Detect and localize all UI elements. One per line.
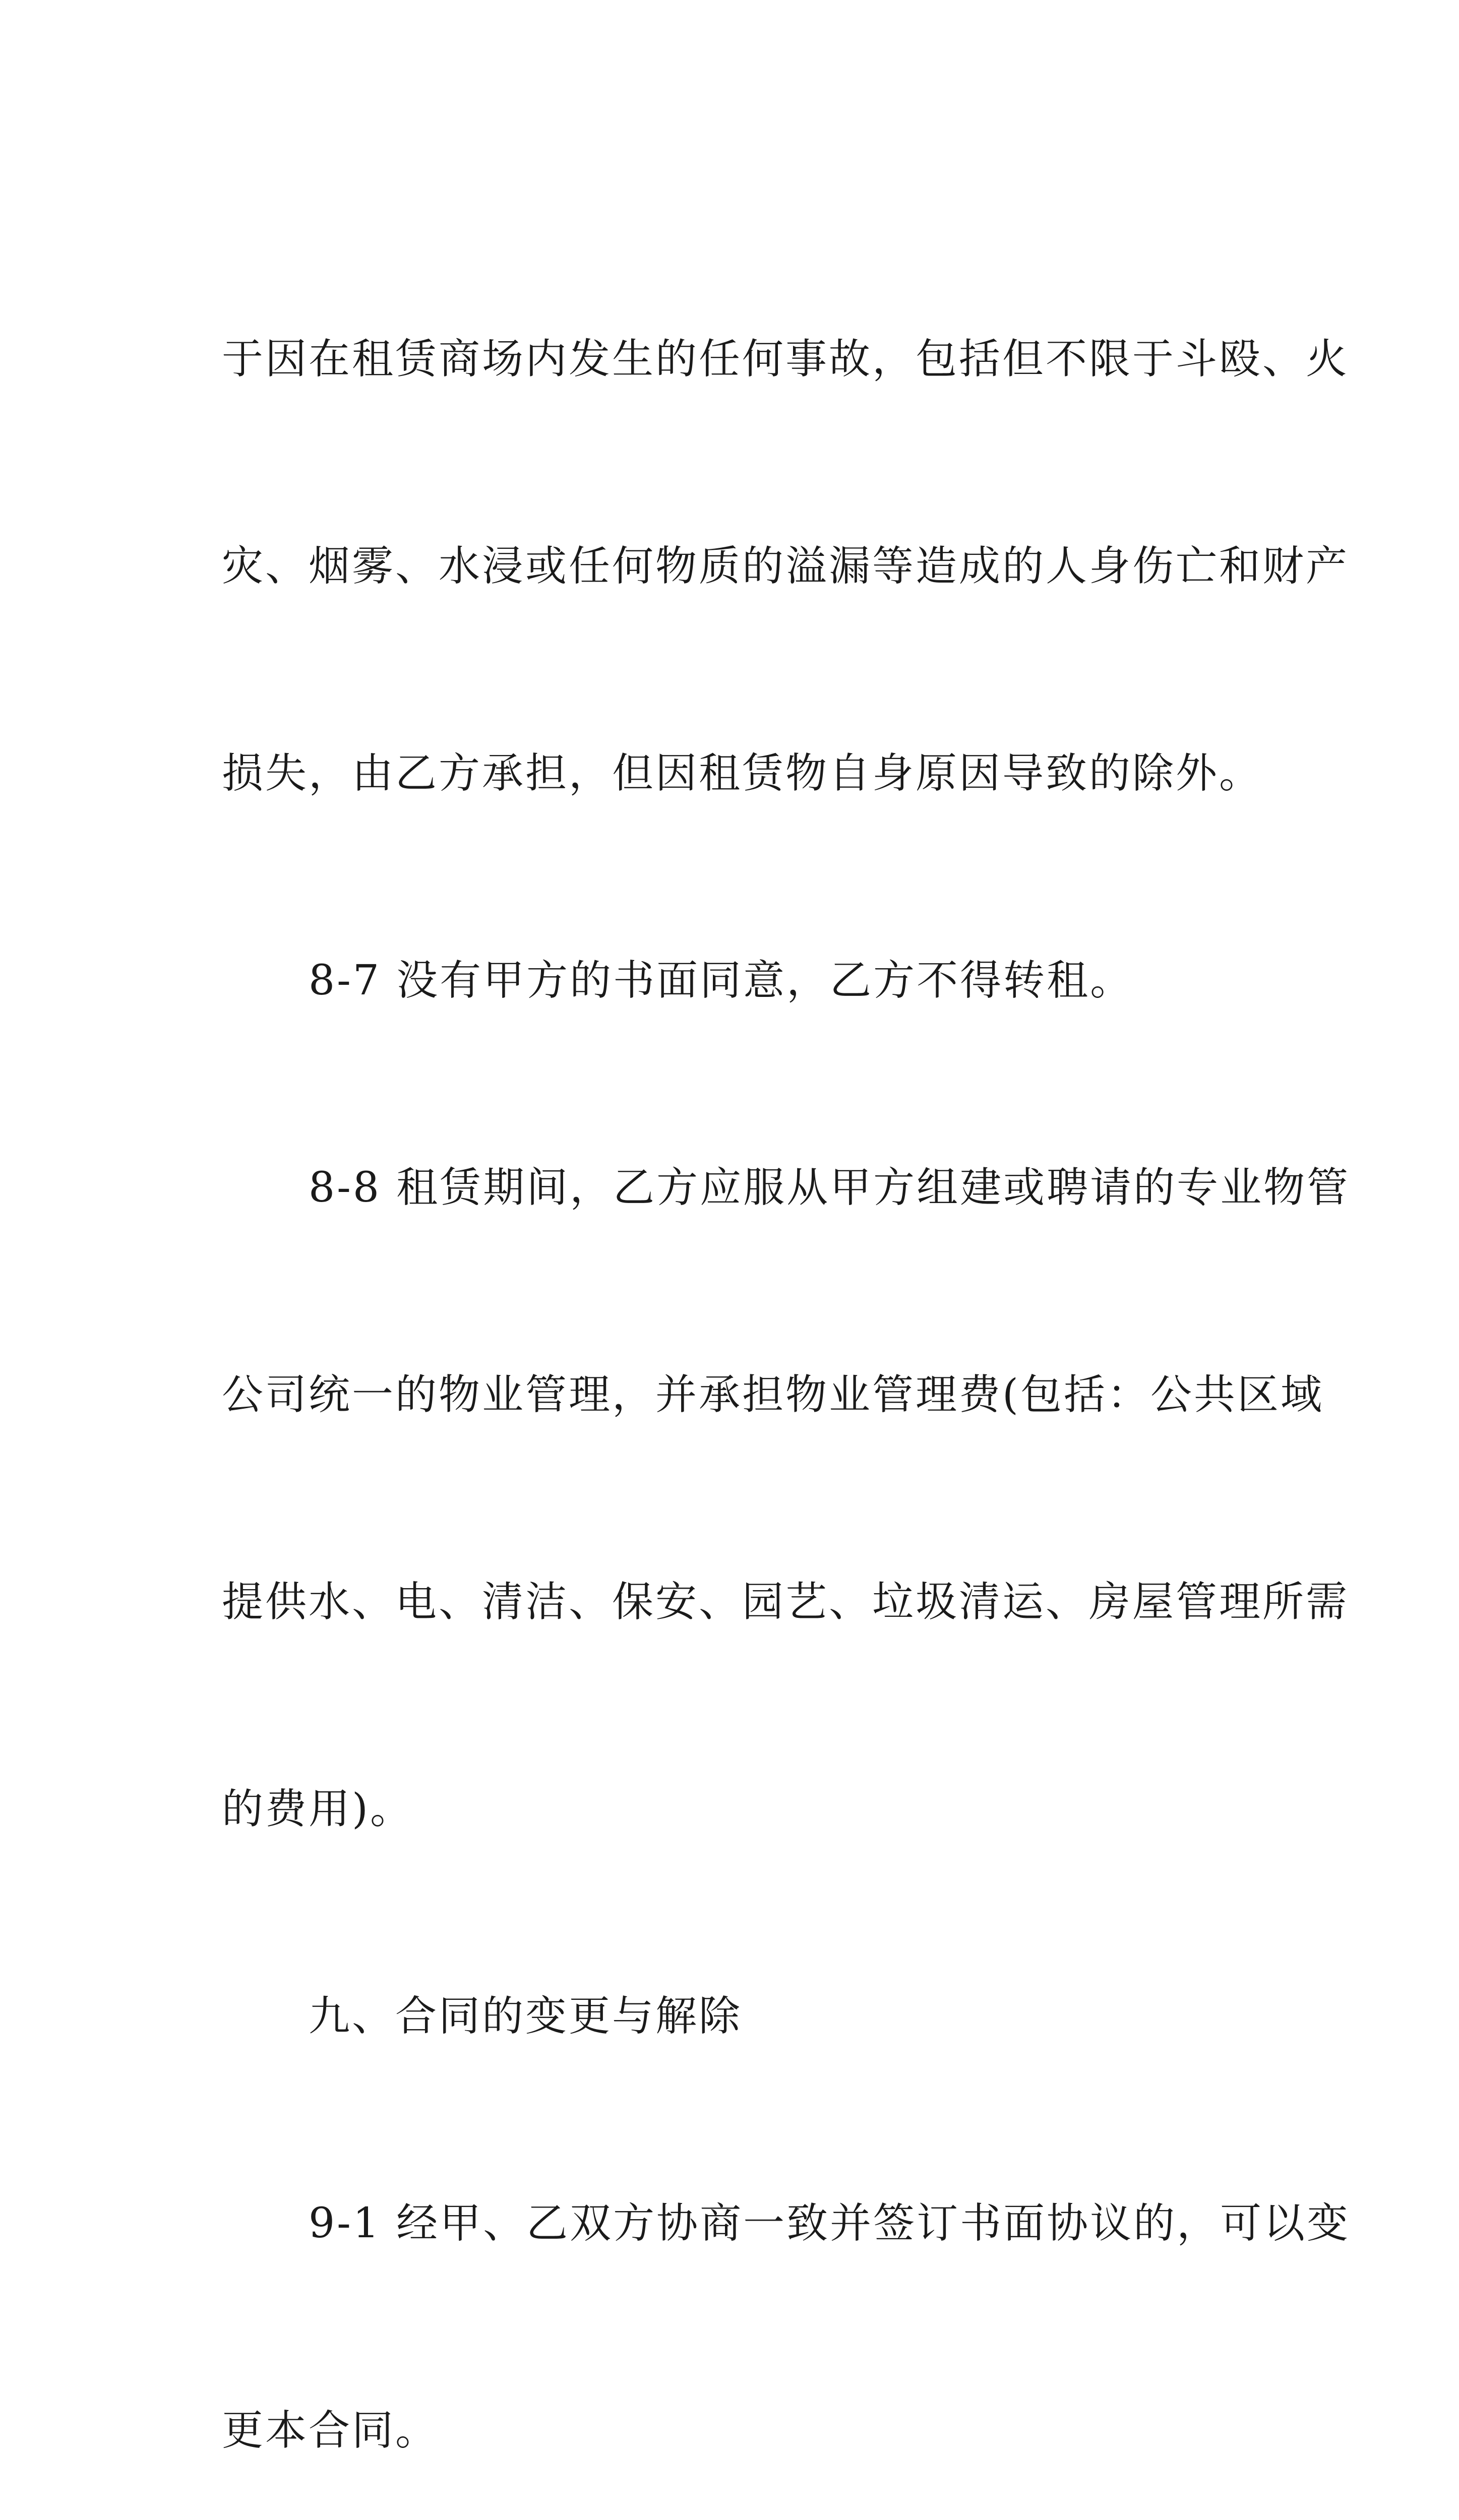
text-line: 公司统一的物业管理，并承担物业管理费(包括：公共区域 <box>222 1371 1324 1419</box>
body-text <box>222 186 1351 2520</box>
text-line: 8-8 租赁期间，乙方应服从甲方组建或聘请的专业物管 <box>222 1164 1351 1212</box>
text-line: 更本合同。 <box>222 2407 439 2454</box>
text-line: 提供水、电、清洁、保安、园艺、垃圾清运、房屋管理所需 <box>222 1578 1350 1626</box>
text-line: 8-7 没有甲方的书面同意，乙方不得转租。 <box>222 957 1134 1004</box>
section-heading: 九、合同的变更与解除 <box>222 1992 743 2040</box>
text-line: 损失，由乙方承担，但因租赁物自身原因导致的除外。 <box>222 749 1263 797</box>
text-line: 9-1 经甲、乙双方协商一致并签订书面协议的，可以变 <box>222 2199 1351 2247</box>
text-line: 灾、烟雾、水浸或任何物质的溢漏等造成的人身伤亡和财产 <box>222 542 1350 590</box>
text-line: 于因在租赁商场内发生的任何事故，包括但不限于斗殴、火 <box>222 335 1350 383</box>
text-line: 的费用)。 <box>222 1785 413 1833</box>
